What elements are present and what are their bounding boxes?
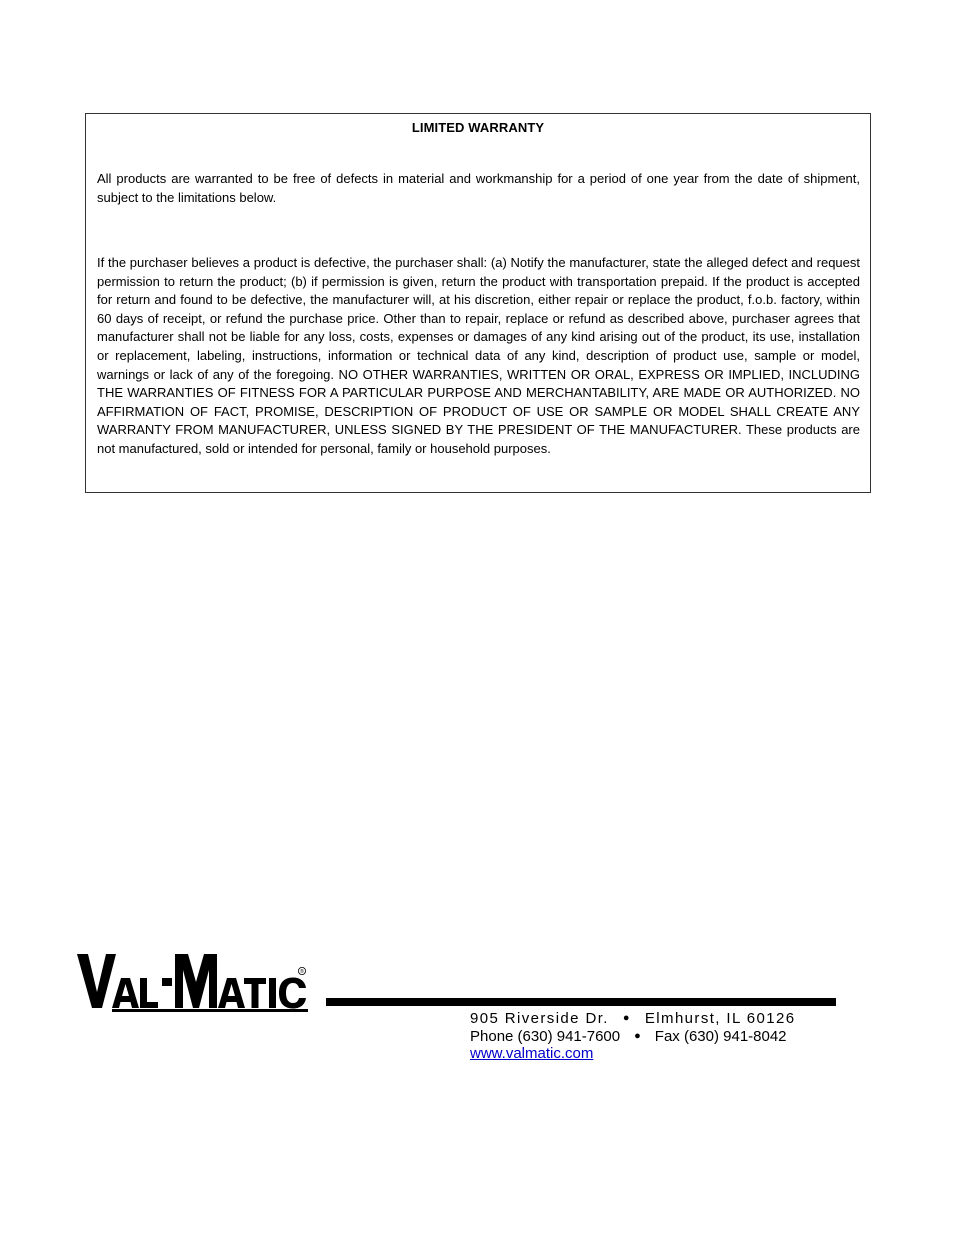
warranty-title: LIMITED WARRANTY [411, 120, 545, 135]
bullet-separator: ● [634, 1030, 641, 1042]
val-matic-logo [76, 952, 312, 1012]
registered-mark: ® [300, 968, 304, 975]
contact-line [470, 1027, 787, 1046]
address-line [470, 1009, 795, 1028]
warranty-paragraph-2: If the purchaser believes a product is defective, the purchaser shall: (a) Notify the manufacturer, state the alleged defect and request permission to return the product; (b) if permission is given, return the product with transportation prepaid. If the product is accepted for return and found to be defective, the manufacturer will, at his discretion, either repair or replace the product, f.o.b. factory, within 60 days of receipt, or refund the purchase price. Other than to repair, replace or refund as described above, purchaser agrees that manufacturer shall not be liable for any loss, costs, expenses or damages of any kind arising out of the product, its use, installation or replacement, labeling, instructions, information or technical data of any kind, description of product use, sample or model, warnings or lack of any of the foregoing. NO OTHER WARRANTIES, WRITTEN OR ORAL, EXPRESS OR IMPLIED, INCLUDING THE WARRANTIES OF FITNESS FOR A PARTICULAR PURPOSE AND MERCHANTABILITY, ARE MADE OR AUTHORIZED. NO AFFIRMATION OF FACT, PROMISE, DESCRIPTION OF PRODUCT OF USE OR SAMPLE OR MODEL SHALL CREATE ANY WARRANTY FROM MANUFACTURER, UNLESS SIGNED BY THE PRESIDENT OF THE MANUFACTURER. These products are not manufactured, sold or intended for personal, family or household purposes. [97, 255, 860, 456]
city-address: Elmhurst, IL 60126 [644, 1010, 796, 1027]
fax-number: Fax (630) 941-8042 [654, 1028, 787, 1045]
website-line [470, 1045, 593, 1063]
bullet-separator: ● [622, 1012, 631, 1024]
warranty-box [85, 113, 871, 493]
street-address: 905 Riverside Dr. [470, 1010, 609, 1027]
website-link[interactable]: www.valmatic.com [470, 1045, 594, 1062]
phone-number: Phone (630) 941-7600 [470, 1028, 621, 1045]
footer-rule [326, 998, 836, 1006]
warranty-paragraph-1: All products are warranted to be free of defects in material and workmanship for a period of one year from the date of shipment, subject to the limitations below. [97, 171, 860, 205]
